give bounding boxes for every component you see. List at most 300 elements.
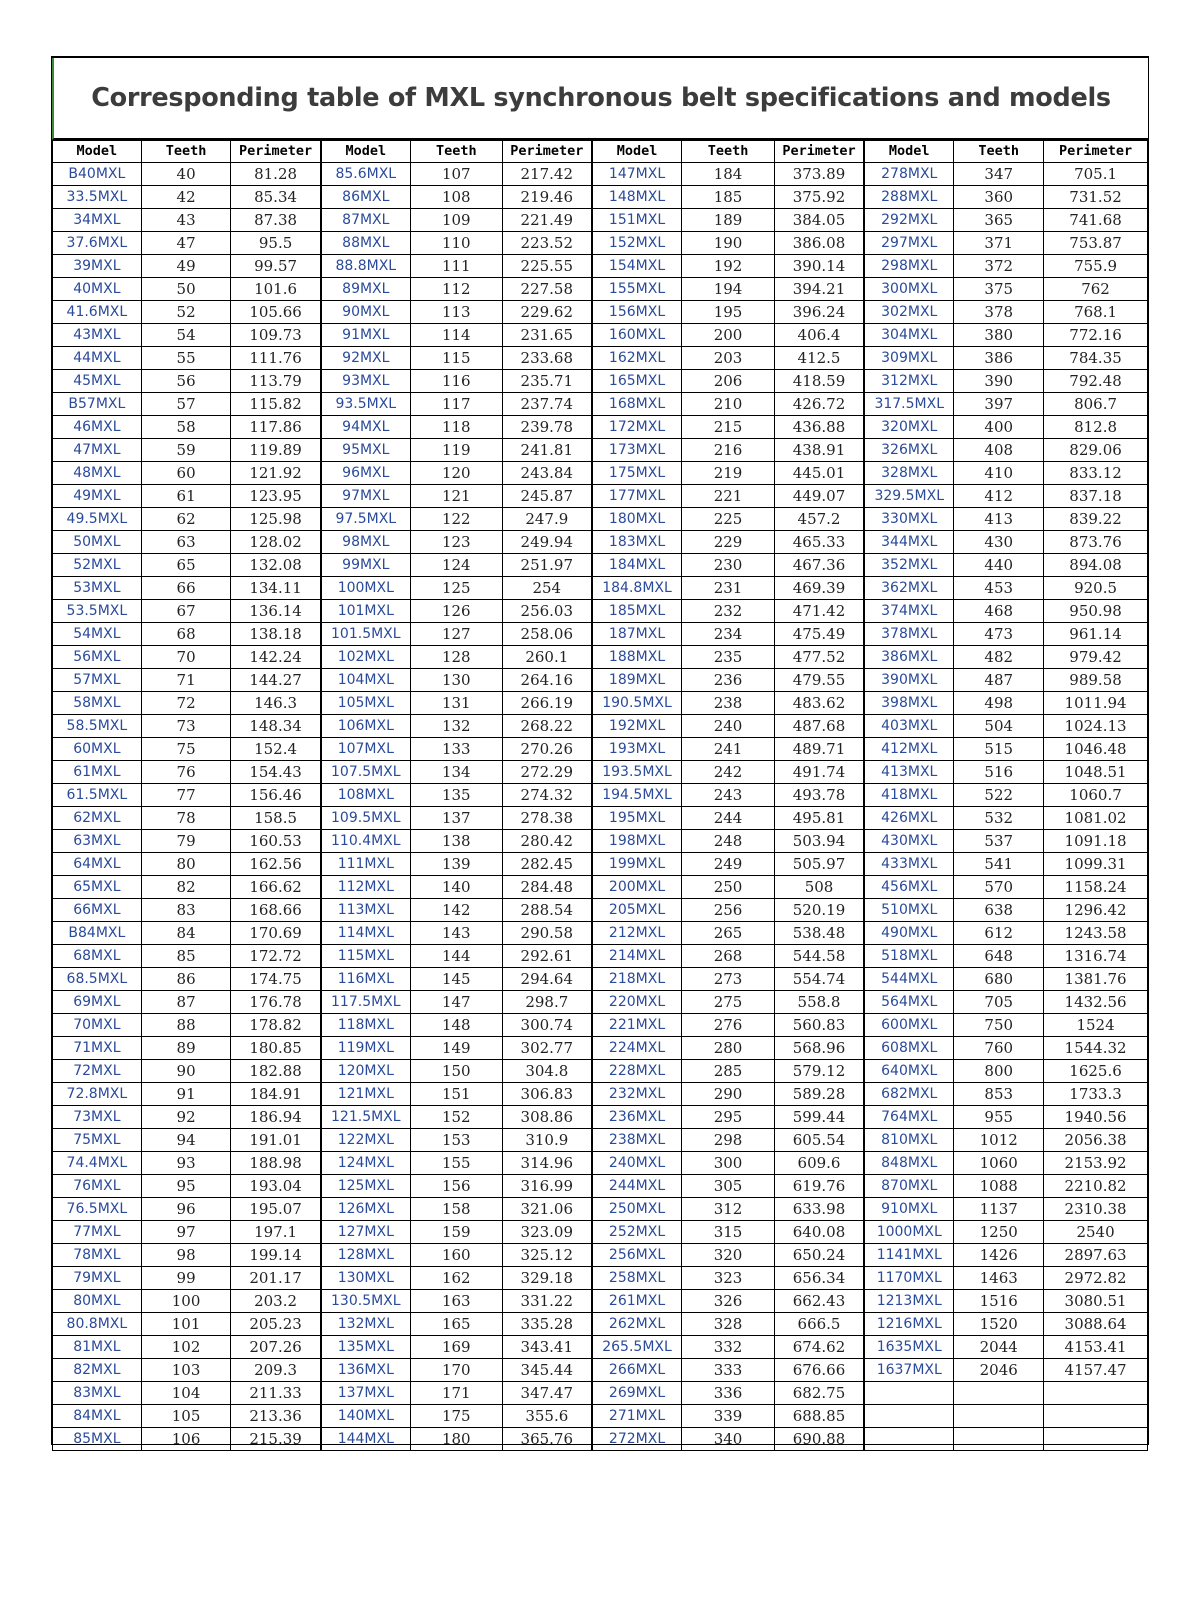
teeth-cell: 139 — [410, 853, 502, 876]
teeth-cell: 516 — [954, 761, 1044, 784]
model-cell: 236MXL — [592, 1106, 682, 1129]
perimeter-cell: 290.58 — [502, 922, 592, 945]
model-cell: 54MXL — [53, 623, 142, 646]
perimeter-cell: 132.08 — [231, 554, 321, 577]
teeth-cell: 147 — [410, 991, 502, 1014]
model-cell: 261MXL — [592, 1290, 682, 1313]
model-cell: 109.5MXL — [321, 807, 411, 830]
teeth-cell: 105 — [141, 1405, 231, 1428]
model-cell: 80.8MXL — [53, 1313, 142, 1336]
teeth-cell: 135 — [410, 784, 502, 807]
perimeter-cell: 237.74 — [502, 393, 592, 416]
perimeter-cell: 705.1 — [1044, 163, 1148, 186]
table-row — [53, 1336, 1148, 1359]
model-cell: 910MXL — [864, 1198, 954, 1221]
perimeter-cell: 178.82 — [231, 1014, 321, 1037]
table-row — [53, 278, 1148, 301]
perimeter-cell: 1081.02 — [1044, 807, 1148, 830]
perimeter-cell: 148.34 — [231, 715, 321, 738]
perimeter-cell: 894.08 — [1044, 554, 1148, 577]
model-cell: 184MXL — [592, 554, 682, 577]
teeth-cell: 298 — [682, 1129, 775, 1152]
perimeter-cell: 373.89 — [774, 163, 864, 186]
perimeter-cell: 806.7 — [1044, 393, 1148, 416]
model-cell: 240MXL — [592, 1152, 682, 1175]
teeth-cell: 1463 — [954, 1267, 1044, 1290]
table-row — [53, 1083, 1148, 1106]
model-cell: 135MXL — [321, 1336, 411, 1359]
teeth-cell: 323 — [682, 1267, 775, 1290]
model-cell: 292MXL — [864, 209, 954, 232]
column-header-model: Model — [592, 141, 682, 163]
model-cell: 154MXL — [592, 255, 682, 278]
model-cell: 312MXL — [864, 370, 954, 393]
teeth-cell: 128 — [410, 646, 502, 669]
table-row — [53, 1290, 1148, 1313]
model-cell: 74.4MXL — [53, 1152, 142, 1175]
model-cell: 544MXL — [864, 968, 954, 991]
table-row — [53, 692, 1148, 715]
column-header-model: Model — [321, 141, 411, 163]
teeth-cell: 235 — [682, 646, 775, 669]
table-row — [53, 1359, 1148, 1382]
perimeter-cell: 249.94 — [502, 531, 592, 554]
perimeter-cell: 1046.48 — [1044, 738, 1148, 761]
model-cell: 76.5MXL — [53, 1198, 142, 1221]
perimeter-cell: 302.77 — [502, 1037, 592, 1060]
table-row — [53, 1267, 1148, 1290]
teeth-cell: 2044 — [954, 1336, 1044, 1359]
perimeter-cell: 272.29 — [502, 761, 592, 784]
perimeter-cell: 4153.41 — [1044, 1336, 1148, 1359]
model-cell: 94MXL — [321, 416, 411, 439]
model-cell: 43MXL — [53, 324, 142, 347]
teeth-cell: 189 — [682, 209, 775, 232]
teeth-cell: 158 — [410, 1198, 502, 1221]
model-cell: 256MXL — [592, 1244, 682, 1267]
model-cell: 119MXL — [321, 1037, 411, 1060]
teeth-cell: 77 — [141, 784, 231, 807]
model-cell: 682MXL — [864, 1083, 954, 1106]
model-cell: 810MXL — [864, 1129, 954, 1152]
teeth-cell: 80 — [141, 853, 231, 876]
model-cell: 121.5MXL — [321, 1106, 411, 1129]
perimeter-cell: 87.38 — [231, 209, 321, 232]
teeth-cell: 91 — [141, 1083, 231, 1106]
perimeter-cell: 170.69 — [231, 922, 321, 945]
perimeter-cell: 239.78 — [502, 416, 592, 439]
perimeter-cell: 233.68 — [502, 347, 592, 370]
model-cell: 328MXL — [864, 462, 954, 485]
model-cell: 76MXL — [53, 1175, 142, 1198]
perimeter-cell: 136.14 — [231, 600, 321, 623]
perimeter-cell: 833.12 — [1044, 462, 1148, 485]
model-cell: 640MXL — [864, 1060, 954, 1083]
perimeter-cell: 784.35 — [1044, 347, 1148, 370]
model-cell: 152MXL — [592, 232, 682, 255]
model-cell: 398MXL — [864, 692, 954, 715]
teeth-cell: 1012 — [954, 1129, 1044, 1152]
model-cell: 1213MXL — [864, 1290, 954, 1313]
teeth-cell: 70 — [141, 646, 231, 669]
perimeter-cell: 469.39 — [774, 577, 864, 600]
perimeter-cell: 2056.38 — [1044, 1129, 1148, 1152]
model-cell: 198MXL — [592, 830, 682, 853]
teeth-cell: 92 — [141, 1106, 231, 1129]
teeth-cell: 56 — [141, 370, 231, 393]
teeth-cell: 57 — [141, 393, 231, 416]
model-cell: 326MXL — [864, 439, 954, 462]
perimeter-cell: 662.43 — [774, 1290, 864, 1313]
teeth-cell: 473 — [954, 623, 1044, 646]
teeth-cell: 1060 — [954, 1152, 1044, 1175]
model-cell: 130MXL — [321, 1267, 411, 1290]
perimeter-cell: 256.03 — [502, 600, 592, 623]
teeth-cell: 117 — [410, 393, 502, 416]
perimeter-cell: 184.91 — [231, 1083, 321, 1106]
perimeter-cell: 270.26 — [502, 738, 592, 761]
model-cell: 155MXL — [592, 278, 682, 301]
perimeter-cell: 1524 — [1044, 1014, 1148, 1037]
model-cell: 125MXL — [321, 1175, 411, 1198]
model-cell: 140MXL — [321, 1405, 411, 1428]
perimeter-cell: 491.74 — [774, 761, 864, 784]
perimeter-cell: 215.39 — [231, 1428, 321, 1451]
perimeter-cell: 146.3 — [231, 692, 321, 715]
model-cell: 172MXL — [592, 416, 682, 439]
teeth-cell: 225 — [682, 508, 775, 531]
teeth-cell: 127 — [410, 623, 502, 646]
perimeter-cell: 650.24 — [774, 1244, 864, 1267]
model-cell: 262MXL — [592, 1313, 682, 1336]
model-cell: 50MXL — [53, 531, 142, 554]
teeth-cell: 142 — [410, 899, 502, 922]
table-row — [53, 761, 1148, 784]
teeth-cell: 365 — [954, 209, 1044, 232]
teeth-cell: 180 — [410, 1428, 502, 1451]
perimeter-cell: 109.73 — [231, 324, 321, 347]
model-cell: 73MXL — [53, 1106, 142, 1129]
perimeter-cell: 589.28 — [774, 1083, 864, 1106]
model-cell: 122MXL — [321, 1129, 411, 1152]
perimeter-cell: 436.88 — [774, 416, 864, 439]
table-row — [53, 163, 1148, 186]
teeth-cell: 184 — [682, 163, 775, 186]
model-cell: 72.8MXL — [53, 1083, 142, 1106]
perimeter-cell: 274.32 — [502, 784, 592, 807]
model-cell: 309MXL — [864, 347, 954, 370]
perimeter-cell: 292.61 — [502, 945, 592, 968]
perimeter-cell: 438.91 — [774, 439, 864, 462]
model-cell: 426MXL — [864, 807, 954, 830]
model-cell: 120MXL — [321, 1060, 411, 1083]
teeth-cell: 705 — [954, 991, 1044, 1014]
column-header-teeth: Teeth — [954, 141, 1044, 163]
perimeter-cell: 213.36 — [231, 1405, 321, 1428]
model-cell: 121MXL — [321, 1083, 411, 1106]
model-cell: 764MXL — [864, 1106, 954, 1129]
teeth-cell: 83 — [141, 899, 231, 922]
model-cell: 116MXL — [321, 968, 411, 991]
perimeter-cell: 640.08 — [774, 1221, 864, 1244]
table-row — [53, 347, 1148, 370]
model-cell: 183MXL — [592, 531, 682, 554]
perimeter-cell: 741.68 — [1044, 209, 1148, 232]
perimeter-cell: 282.45 — [502, 853, 592, 876]
table-row — [53, 485, 1148, 508]
perimeter-cell: 579.12 — [774, 1060, 864, 1083]
perimeter-cell: 134.11 — [231, 577, 321, 600]
model-cell: 96MXL — [321, 462, 411, 485]
perimeter-cell: 323.09 — [502, 1221, 592, 1244]
teeth-cell: 112 — [410, 278, 502, 301]
model-cell: 148MXL — [592, 186, 682, 209]
perimeter-cell: 201.17 — [231, 1267, 321, 1290]
model-cell: 40MXL — [53, 278, 142, 301]
perimeter-cell: 3088.64 — [1044, 1313, 1148, 1336]
perimeter-cell: 125.98 — [231, 508, 321, 531]
model-cell: 199MXL — [592, 853, 682, 876]
model-cell: 100MXL — [321, 577, 411, 600]
perimeter-cell: 520.19 — [774, 899, 864, 922]
teeth-cell: 412 — [954, 485, 1044, 508]
teeth-cell: 234 — [682, 623, 775, 646]
perimeter-cell: 221.49 — [502, 209, 592, 232]
perimeter-cell: 538.48 — [774, 922, 864, 945]
table-row — [53, 255, 1148, 278]
table-row — [53, 1175, 1148, 1198]
perimeter-cell: 243.84 — [502, 462, 592, 485]
perimeter-cell: 475.49 — [774, 623, 864, 646]
teeth-cell: 123 — [410, 531, 502, 554]
table-row — [53, 1198, 1148, 1221]
table-row — [53, 462, 1148, 485]
perimeter-cell: 113.79 — [231, 370, 321, 393]
perimeter-cell: 81.28 — [231, 163, 321, 186]
table-row — [53, 209, 1148, 232]
perimeter-cell: 3080.51 — [1044, 1290, 1148, 1313]
teeth-cell: 50 — [141, 278, 231, 301]
teeth-cell: 59 — [141, 439, 231, 462]
perimeter-cell: 209.3 — [231, 1359, 321, 1382]
perimeter-cell: 174.75 — [231, 968, 321, 991]
model-cell: 56MXL — [53, 646, 142, 669]
model-cell: 118MXL — [321, 1014, 411, 1037]
model-cell: 102MXL — [321, 646, 411, 669]
teeth-cell: 570 — [954, 876, 1044, 899]
table-row — [53, 646, 1148, 669]
model-cell: 89MXL — [321, 278, 411, 301]
teeth-cell: 67 — [141, 600, 231, 623]
teeth-cell: 332 — [682, 1336, 775, 1359]
model-cell: 189MXL — [592, 669, 682, 692]
teeth-cell: 108 — [410, 186, 502, 209]
perimeter-cell: 479.55 — [774, 669, 864, 692]
perimeter-cell: 119.89 — [231, 439, 321, 462]
perimeter-cell: 961.14 — [1044, 623, 1148, 646]
teeth-cell: 853 — [954, 1083, 1044, 1106]
model-cell: 58.5MXL — [53, 715, 142, 738]
model-cell: 564MXL — [864, 991, 954, 1014]
model-cell: 61MXL — [53, 761, 142, 784]
perimeter-cell: 115.82 — [231, 393, 321, 416]
model-cell: 65MXL — [53, 876, 142, 899]
perimeter-cell: 160.53 — [231, 830, 321, 853]
perimeter-cell: 465.33 — [774, 531, 864, 554]
perimeter-cell: 477.52 — [774, 646, 864, 669]
perimeter-cell: 335.28 — [502, 1313, 592, 1336]
perimeter-cell: 2540 — [1044, 1221, 1148, 1244]
model-cell: 53MXL — [53, 577, 142, 600]
teeth-cell: 760 — [954, 1037, 1044, 1060]
teeth-cell: 315 — [682, 1221, 775, 1244]
model-cell: 57MXL — [53, 669, 142, 692]
teeth-cell: 68 — [141, 623, 231, 646]
teeth-cell: 89 — [141, 1037, 231, 1060]
model-cell: 187MXL — [592, 623, 682, 646]
teeth-cell: 326 — [682, 1290, 775, 1313]
perimeter-cell: 294.64 — [502, 968, 592, 991]
teeth-cell: 336 — [682, 1382, 775, 1405]
perimeter-cell: 156.46 — [231, 784, 321, 807]
table-row — [53, 1313, 1148, 1336]
teeth-cell: 137 — [410, 807, 502, 830]
teeth-cell: 109 — [410, 209, 502, 232]
teeth-cell: 100 — [141, 1290, 231, 1313]
table-row — [53, 853, 1148, 876]
model-cell: 297MXL — [864, 232, 954, 255]
teeth-cell: 169 — [410, 1336, 502, 1359]
teeth-cell: 55 — [141, 347, 231, 370]
model-cell: 95MXL — [321, 439, 411, 462]
column-header-model: Model — [53, 141, 142, 163]
teeth-cell: 99 — [141, 1267, 231, 1290]
teeth-cell: 1137 — [954, 1198, 1044, 1221]
teeth-cell: 133 — [410, 738, 502, 761]
perimeter-cell: 266.19 — [502, 692, 592, 715]
model-cell: 99MXL — [321, 554, 411, 577]
table-row — [53, 1221, 1148, 1244]
teeth-cell: 85 — [141, 945, 231, 968]
perimeter-cell: 347.47 — [502, 1382, 592, 1405]
teeth-cell: 156 — [410, 1175, 502, 1198]
teeth-cell: 216 — [682, 439, 775, 462]
teeth-cell: 250 — [682, 876, 775, 899]
perimeter-cell: 1091.18 — [1044, 830, 1148, 853]
model-cell: 105MXL — [321, 692, 411, 715]
teeth-cell: 1516 — [954, 1290, 1044, 1313]
perimeter-cell — [1044, 1405, 1148, 1428]
perimeter-cell: 449.07 — [774, 485, 864, 508]
model-cell: 151MXL — [592, 209, 682, 232]
perimeter-cell: 229.62 — [502, 301, 592, 324]
table-row — [53, 1152, 1148, 1175]
perimeter-cell: 223.52 — [502, 232, 592, 255]
model-cell: 64MXL — [53, 853, 142, 876]
perimeter-cell: 483.62 — [774, 692, 864, 715]
teeth-cell: 210 — [682, 393, 775, 416]
model-cell: 80MXL — [53, 1290, 142, 1313]
model-cell: 848MXL — [864, 1152, 954, 1175]
model-cell: 83MXL — [53, 1382, 142, 1405]
teeth-cell: 76 — [141, 761, 231, 784]
teeth-cell: 241 — [682, 738, 775, 761]
perimeter-cell: 426.72 — [774, 393, 864, 416]
model-cell: 114MXL — [321, 922, 411, 945]
teeth-cell: 102 — [141, 1336, 231, 1359]
perimeter-cell: 207.26 — [231, 1336, 321, 1359]
teeth-cell: 87 — [141, 991, 231, 1014]
table-row — [53, 1428, 1148, 1451]
perimeter-cell: 676.66 — [774, 1359, 864, 1382]
table-row — [53, 876, 1148, 899]
perimeter-cell: 99.57 — [231, 255, 321, 278]
model-cell: 278MXL — [864, 163, 954, 186]
model-cell: 1637MXL — [864, 1359, 954, 1382]
teeth-cell: 236 — [682, 669, 775, 692]
table-row — [53, 301, 1148, 324]
teeth-cell: 93 — [141, 1152, 231, 1175]
perimeter-cell: 731.52 — [1044, 186, 1148, 209]
perimeter-cell: 241.81 — [502, 439, 592, 462]
perimeter-cell: 873.76 — [1044, 531, 1148, 554]
model-cell: 101MXL — [321, 600, 411, 623]
perimeter-cell: 310.9 — [502, 1129, 592, 1152]
model-cell: 128MXL — [321, 1244, 411, 1267]
teeth-cell: 124 — [410, 554, 502, 577]
model-cell: 84MXL — [53, 1405, 142, 1428]
teeth-cell: 680 — [954, 968, 1044, 991]
teeth-cell: 60 — [141, 462, 231, 485]
table-row — [53, 1060, 1148, 1083]
perimeter-cell: 688.85 — [774, 1405, 864, 1428]
teeth-cell — [954, 1382, 1044, 1405]
teeth-cell: 116 — [410, 370, 502, 393]
teeth-cell: 126 — [410, 600, 502, 623]
teeth-cell: 328 — [682, 1313, 775, 1336]
model-cell: 177MXL — [592, 485, 682, 508]
teeth-cell: 648 — [954, 945, 1044, 968]
model-cell: 218MXL — [592, 968, 682, 991]
perimeter-cell: 1316.74 — [1044, 945, 1148, 968]
teeth-cell: 1088 — [954, 1175, 1044, 1198]
perimeter-cell: 205.23 — [231, 1313, 321, 1336]
perimeter-cell: 235.71 — [502, 370, 592, 393]
model-cell: 228MXL — [592, 1060, 682, 1083]
model-cell: 413MXL — [864, 761, 954, 784]
teeth-cell: 275 — [682, 991, 775, 1014]
perimeter-cell: 158.5 — [231, 807, 321, 830]
teeth-cell: 400 — [954, 416, 1044, 439]
model-cell: 110.4MXL — [321, 830, 411, 853]
perimeter-cell: 199.14 — [231, 1244, 321, 1267]
perimeter-cell: 375.92 — [774, 186, 864, 209]
model-cell: 60MXL — [53, 738, 142, 761]
teeth-cell: 273 — [682, 968, 775, 991]
model-cell: 58MXL — [53, 692, 142, 715]
teeth-cell: 290 — [682, 1083, 775, 1106]
teeth-cell: 192 — [682, 255, 775, 278]
perimeter-cell: 471.42 — [774, 600, 864, 623]
model-cell: 108MXL — [321, 784, 411, 807]
model-cell: 386MXL — [864, 646, 954, 669]
teeth-cell: 320 — [682, 1244, 775, 1267]
column-header-teeth: Teeth — [410, 141, 502, 163]
model-cell: 390MXL — [864, 669, 954, 692]
perimeter-cell: 418.59 — [774, 370, 864, 393]
model-cell: 205MXL — [592, 899, 682, 922]
teeth-cell: 114 — [410, 324, 502, 347]
